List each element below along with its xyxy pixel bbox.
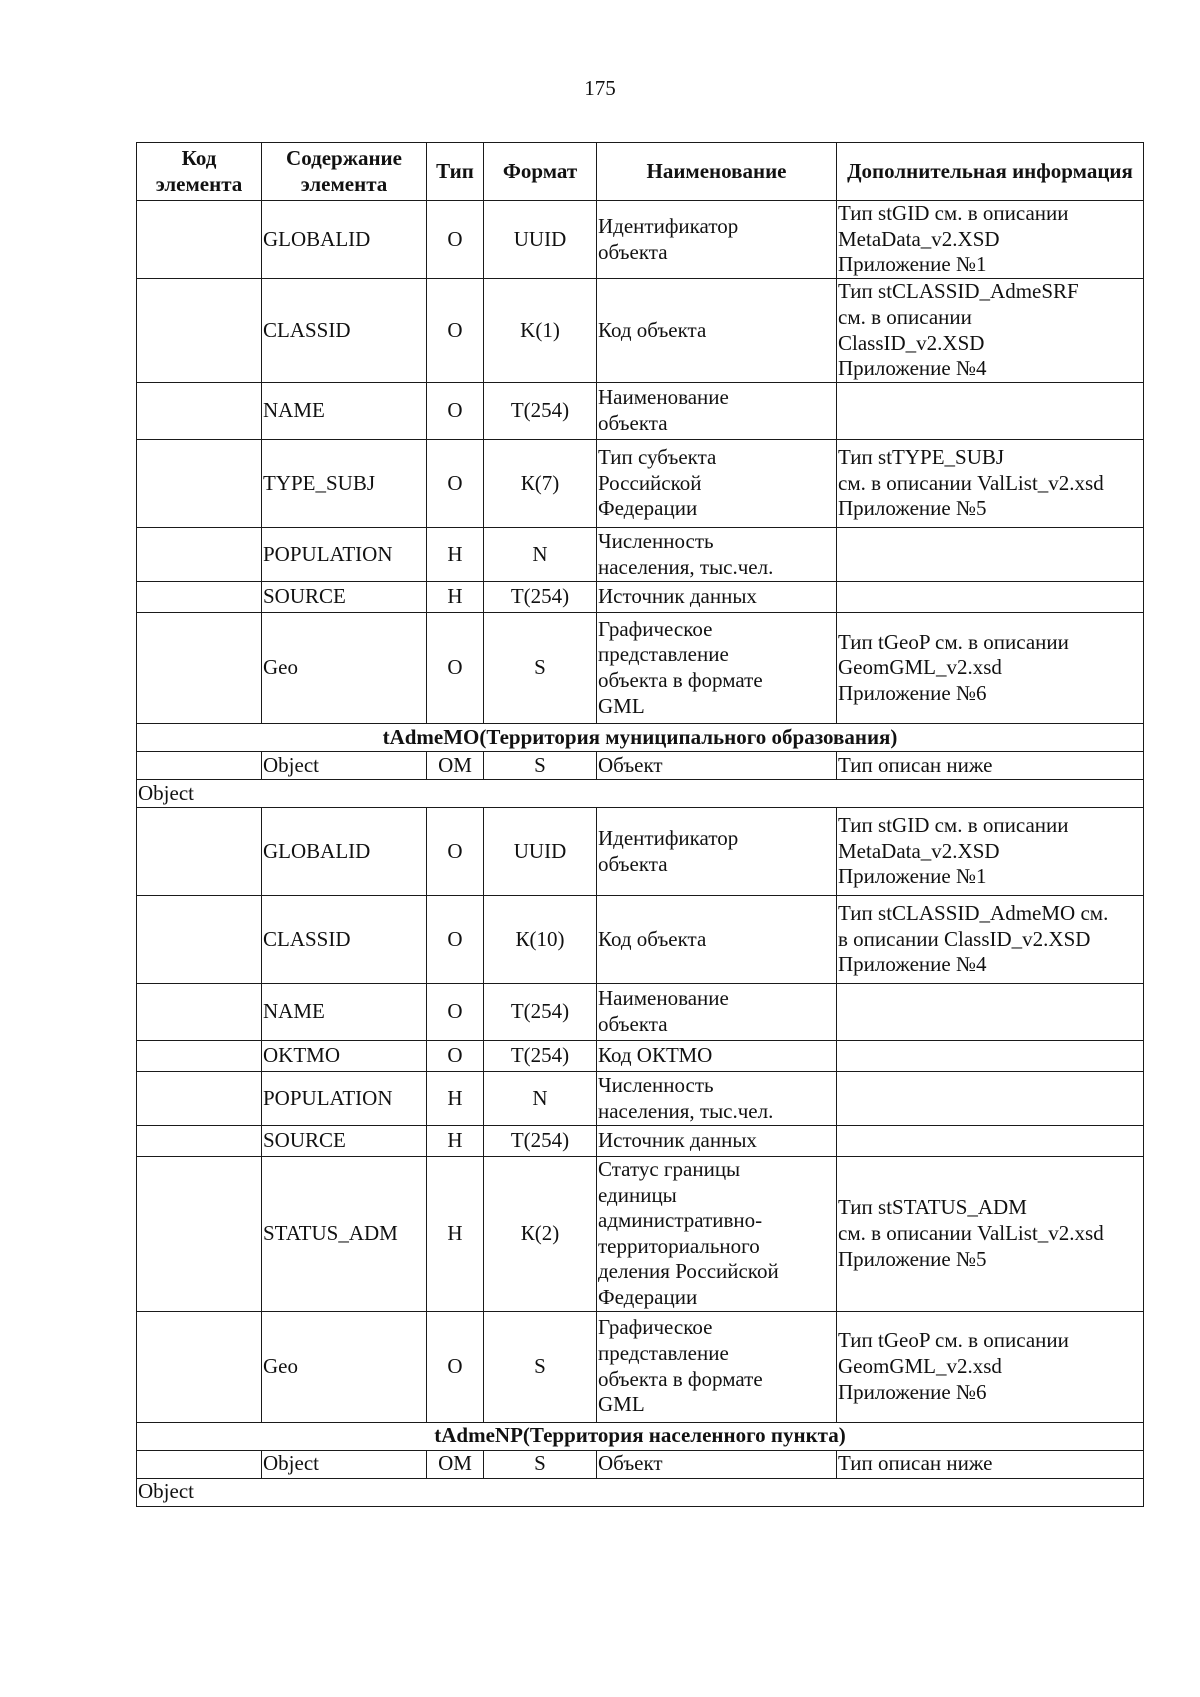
name-cell: Графическое представление объекта в формате GML	[597, 1311, 837, 1422]
table-row	[137, 201, 1144, 279]
header-element-content: Содержание элемента	[262, 143, 427, 201]
element-code-cell	[137, 201, 262, 279]
format-cell: UUID	[484, 201, 597, 279]
format-cell: К(10)	[484, 896, 597, 984]
name-cell: Численность населения, тыс.чел.	[597, 1072, 837, 1126]
type-cell: ОМ	[427, 752, 484, 780]
element-content-cell: POPULATION	[262, 1072, 427, 1126]
element-content-cell: Geo	[262, 1311, 427, 1422]
element-content-cell: GLOBALID	[262, 808, 427, 896]
additional-info-cell	[837, 984, 1144, 1041]
format-cell: Т(254)	[484, 984, 597, 1041]
additional-info-cell: Тип stCLASSID_AdmeSRF см. в описании ClassID_v2.XSD Приложение №4	[837, 279, 1144, 383]
header-format: Формат	[484, 143, 597, 201]
type-cell: О	[427, 383, 484, 440]
name-cell: Источник данных	[597, 582, 837, 613]
element-content-cell: POPULATION	[262, 528, 427, 582]
element-content-cell: Object	[262, 1450, 427, 1478]
type-cell: Н	[427, 1157, 484, 1312]
additional-info-cell	[837, 528, 1144, 582]
element-content-cell: Object	[262, 752, 427, 780]
element-content-cell: Geo	[262, 613, 427, 724]
type-cell: О	[427, 201, 484, 279]
element-code-cell	[137, 896, 262, 984]
name-cell: Источник данных	[597, 1126, 837, 1157]
type-cell: О	[427, 613, 484, 724]
header-type: Тип	[427, 143, 484, 201]
section-title-row	[137, 724, 1144, 752]
additional-info-cell: Тип stGID см. в описании MetaData_v2.XSD Приложение №1	[837, 808, 1144, 896]
table-row	[137, 1041, 1144, 1072]
table-row	[137, 808, 1144, 896]
table-row	[137, 528, 1144, 582]
element-code-cell	[137, 1311, 262, 1422]
format-cell: S	[484, 1311, 597, 1422]
spec-table	[136, 142, 1144, 1507]
element-content-cell: CLASSID	[262, 279, 427, 383]
additional-info-cell	[837, 582, 1144, 613]
name-cell: Идентификатор объекта	[597, 201, 837, 279]
format-cell: N	[484, 1072, 597, 1126]
type-cell: О	[427, 896, 484, 984]
name-cell: Наименование объекта	[597, 984, 837, 1041]
name-cell: Код ОКТМО	[597, 1041, 837, 1072]
table-row	[137, 984, 1144, 1041]
name-cell: Графическое представление объекта в формате GML	[597, 613, 837, 724]
element-code-cell	[137, 613, 262, 724]
name-cell: Статус границы единицы административно- территориального деления Российской Федерации	[597, 1157, 837, 1312]
type-cell: О	[427, 279, 484, 383]
additional-info-cell	[837, 1126, 1144, 1157]
format-cell: Т(254)	[484, 582, 597, 613]
additional-info-cell: Тип stSTATUS_ADM см. в описании ValList_v2.xsd Приложение №5	[837, 1157, 1144, 1312]
element-code-cell	[137, 752, 262, 780]
format-cell: Т(254)	[484, 383, 597, 440]
name-cell: Объект	[597, 752, 837, 780]
section-title: tAdmeNP(Территория населенного пункта)	[137, 1422, 1144, 1450]
table-row	[137, 896, 1144, 984]
table-row	[137, 383, 1144, 440]
type-cell: Н	[427, 1072, 484, 1126]
element-code-cell	[137, 1072, 262, 1126]
type-cell: О	[427, 808, 484, 896]
element-code-cell	[137, 1450, 262, 1478]
element-content-cell: SOURCE	[262, 1126, 427, 1157]
format-cell: S	[484, 752, 597, 780]
table-row	[137, 1126, 1144, 1157]
object-label-row	[137, 780, 1144, 808]
additional-info-cell: Тип описан ниже	[837, 1450, 1144, 1478]
name-cell: Код объекта	[597, 279, 837, 383]
element-content-cell: CLASSID	[262, 896, 427, 984]
type-cell: Н	[427, 528, 484, 582]
object-label: Object	[137, 1478, 1144, 1506]
element-code-cell	[137, 1157, 262, 1312]
table-row	[137, 582, 1144, 613]
element-code-cell	[137, 984, 262, 1041]
table-body	[137, 201, 1144, 1506]
type-cell: О	[427, 1041, 484, 1072]
type-cell: О	[427, 984, 484, 1041]
table-row	[137, 1311, 1144, 1422]
format-cell: К(7)	[484, 440, 597, 528]
element-code-cell	[137, 440, 262, 528]
additional-info-cell: Тип tGeoP см. в описании GeomGML_v2.xsd Приложение №6	[837, 613, 1144, 724]
additional-info-cell: Тип stCLASSID_AdmeMO см. в описании ClassID_v2.XSD Приложение №4	[837, 896, 1144, 984]
element-code-cell	[137, 808, 262, 896]
format-cell: Т(254)	[484, 1126, 597, 1157]
element-content-cell: GLOBALID	[262, 201, 427, 279]
additional-info-cell	[837, 383, 1144, 440]
additional-info-cell: Тип stTYPE_SUBJ см. в описании ValList_v2.xsd Приложение №5	[837, 440, 1144, 528]
name-cell: Идентификатор объекта	[597, 808, 837, 896]
element-code-cell	[137, 383, 262, 440]
header-name: Наименование	[597, 143, 837, 201]
format-cell: UUID	[484, 808, 597, 896]
type-cell: О	[427, 1311, 484, 1422]
table-row	[137, 1072, 1144, 1126]
object-label-row	[137, 1478, 1144, 1506]
table-row	[137, 1450, 1144, 1478]
name-cell: Численность населения, тыс.чел.	[597, 528, 837, 582]
table-row	[137, 440, 1144, 528]
section-title-row	[137, 1422, 1144, 1450]
table-row	[137, 752, 1144, 780]
additional-info-cell	[837, 1041, 1144, 1072]
table-row	[137, 279, 1144, 383]
element-code-cell	[137, 582, 262, 613]
element-content-cell: STATUS_ADM	[262, 1157, 427, 1312]
format-cell: N	[484, 528, 597, 582]
element-content-cell: NAME	[262, 984, 427, 1041]
name-cell: Наименование объекта	[597, 383, 837, 440]
element-code-cell	[137, 279, 262, 383]
element-code-cell	[137, 1126, 262, 1157]
name-cell: Код объекта	[597, 896, 837, 984]
type-cell: ОМ	[427, 1450, 484, 1478]
header-element-code: Код элемента	[137, 143, 262, 201]
format-cell: K(1)	[484, 279, 597, 383]
element-content-cell: SOURCE	[262, 582, 427, 613]
additional-info-cell: Тип описан ниже	[837, 752, 1144, 780]
name-cell: Объект	[597, 1450, 837, 1478]
format-cell: К(2)	[484, 1157, 597, 1312]
format-cell: S	[484, 1450, 597, 1478]
name-cell: Тип субъекта Российской Федерации	[597, 440, 837, 528]
element-content-cell: OKTMO	[262, 1041, 427, 1072]
table-header-row	[137, 143, 1144, 201]
additional-info-cell: Тип stGID см. в описании MetaData_v2.XSD Приложение №1	[837, 201, 1144, 279]
additional-info-cell	[837, 1072, 1144, 1126]
page-number: 175	[584, 76, 616, 100]
additional-info-cell: Тип tGeoP см. в описании GeomGML_v2.xsd Приложение №6	[837, 1311, 1144, 1422]
type-cell: Н	[427, 1126, 484, 1157]
element-content-cell: TYPE_SUBJ	[262, 440, 427, 528]
type-cell: Н	[427, 582, 484, 613]
type-cell: О	[427, 440, 484, 528]
table-row	[137, 613, 1144, 724]
table-row	[137, 1157, 1144, 1312]
element-code-cell	[137, 528, 262, 582]
format-cell: S	[484, 613, 597, 724]
element-content-cell: NAME	[262, 383, 427, 440]
element-code-cell	[137, 1041, 262, 1072]
object-label: Object	[137, 780, 1144, 808]
section-title: tAdmeMO(Территория муниципального образования)	[137, 724, 1144, 752]
header-additional-info: Дополнительная информация	[837, 143, 1144, 201]
format-cell: Т(254)	[484, 1041, 597, 1072]
